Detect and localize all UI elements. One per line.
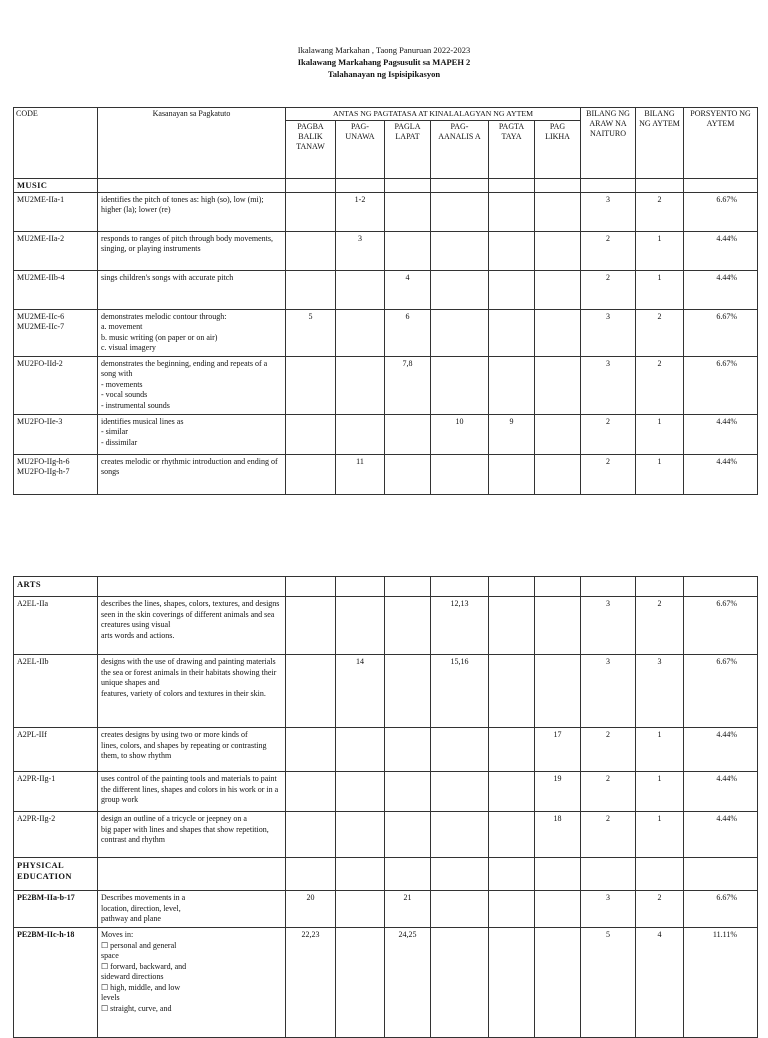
competency-text: Moves in: ☐ personal and general space ☐ forward, backward, and sideward directions ☐ high, middle, and low levels ☐ straight, curve, and: [98, 928, 286, 1038]
item-creating: 19: [535, 772, 581, 812]
item-percentage: 11.11%: [684, 928, 758, 1038]
days-taught: 2: [581, 772, 636, 812]
competency-code: A2PR-IIg-2: [14, 812, 98, 858]
music-spec-table: [13, 107, 758, 495]
item-percentage: 4.44%: [684, 270, 758, 309]
item-analyzing: [431, 356, 489, 414]
item-creating: [535, 597, 581, 655]
item-count: 1: [636, 812, 684, 858]
competency-text: responds to ranges of pitch through body movements, singing, or playing instruments: [98, 231, 286, 270]
item-percentage: 6.67%: [684, 597, 758, 655]
competency-text: creates designs by using two or more kinds of lines, colors, and shapes by repeating or contrasting them, to show rhythm: [98, 728, 286, 772]
item-understanding: 14: [336, 655, 385, 728]
item-evaluating: [489, 231, 535, 270]
header-tos-title: Talahanayan ng Ispisipikasyon: [327, 69, 441, 79]
item-understanding: 1-2: [336, 192, 385, 231]
item-understanding: [336, 728, 385, 772]
days-taught: 3: [581, 356, 636, 414]
item-remembering: [286, 597, 336, 655]
item-remembering: [286, 655, 336, 728]
table-row: [14, 728, 758, 772]
table-row: [14, 192, 758, 231]
item-count: 3: [636, 655, 684, 728]
table-row: [14, 597, 758, 655]
item-count: 2: [636, 597, 684, 655]
item-count: 1: [636, 454, 684, 494]
item-understanding: [336, 309, 385, 356]
competency-code: A2PL-IIf: [14, 728, 98, 772]
item-percentage: 4.44%: [684, 231, 758, 270]
item-count: 1: [636, 728, 684, 772]
arts-pe-spec-table: [13, 576, 758, 1038]
item-understanding: 11: [336, 454, 385, 494]
level-header-applying: PAGLA LAPAT: [385, 121, 431, 179]
document-header: [0, 44, 768, 80]
item-creating: [535, 454, 581, 494]
item-evaluating: [489, 928, 535, 1038]
item-remembering: [286, 812, 336, 858]
competency-text: uses control of the painting tools and materials to paint the different lines, shapes and colors in his work or in a group work: [98, 772, 286, 812]
item-remembering: [286, 192, 336, 231]
competency-text: designs with the use of drawing and painting materials the sea or forest animals in their habitats showing their unique shapes and features, variety of colors and textures in their skin.: [98, 655, 286, 728]
item-applying: 4: [385, 270, 431, 309]
competency-text: describes the lines, shapes, colors, textures, and designs seen in the skin coverings of different animals and sea creatures using visual arts words and actions.: [98, 597, 286, 655]
item-percentage: 4.44%: [684, 414, 758, 454]
item-remembering: [286, 728, 336, 772]
section-label-arts: ARTS: [14, 577, 98, 597]
item-evaluating: [489, 597, 535, 655]
item-evaluating: [489, 192, 535, 231]
competency-code: MU2ME-IIa-2: [14, 231, 98, 270]
item-analyzing: [431, 928, 489, 1038]
item-analyzing: 15,16: [431, 655, 489, 728]
item-percentage: 4.44%: [684, 454, 758, 494]
header-exam-title: Ikalawang Markahang Pagsusulit sa MAPEH 2: [297, 57, 471, 67]
days-header: BILANG NG ARAW NA NAITURO: [581, 108, 636, 179]
item-analyzing: 10: [431, 414, 489, 454]
item-applying: [385, 414, 431, 454]
competency-code: MU2FO-IIg-h-6 MU2FO-IIg-h-7: [14, 454, 98, 494]
item-applying: 21: [385, 891, 431, 928]
item-creating: [535, 891, 581, 928]
item-analyzing: [431, 812, 489, 858]
item-creating: [535, 356, 581, 414]
table-row: [14, 414, 758, 454]
item-applying: [385, 772, 431, 812]
item-applying: [385, 812, 431, 858]
days-taught: 2: [581, 728, 636, 772]
days-taught: 3: [581, 192, 636, 231]
table-row: [14, 309, 758, 356]
competency-text: Describes movements in a location, direction, level, pathway and plane: [98, 891, 286, 928]
item-count: 4: [636, 928, 684, 1038]
competency-text: identifies musical lines as - similar - dissimilar: [98, 414, 286, 454]
item-analyzing: [431, 270, 489, 309]
days-taught: 2: [581, 414, 636, 454]
item-understanding: [336, 597, 385, 655]
section-row-pe: [14, 858, 758, 891]
item-evaluating: [489, 356, 535, 414]
competency-code: MU2ME-IIa-1: [14, 192, 98, 231]
item-understanding: [336, 270, 385, 309]
days-taught: 2: [581, 270, 636, 309]
competency-code: MU2FO-IId-2: [14, 356, 98, 414]
days-taught: 3: [581, 597, 636, 655]
table-row: [14, 928, 758, 1038]
competency-text: demonstrates the beginning, ending and repeats of a song with - movements - vocal sounds - instrumental sounds: [98, 356, 286, 414]
item-count: 1: [636, 231, 684, 270]
days-taught: 5: [581, 928, 636, 1038]
item-applying: 6: [385, 309, 431, 356]
competency-code: PE2BM-IIa-b-17: [14, 891, 98, 928]
item-creating: [535, 192, 581, 231]
section-label-pe: PHYSICAL EDUCATION: [14, 858, 98, 891]
item-applying: [385, 728, 431, 772]
level-header-understanding: PAG-UNAWA: [336, 121, 385, 179]
item-percentage: 6.67%: [684, 891, 758, 928]
item-remembering: 20: [286, 891, 336, 928]
item-applying: [385, 655, 431, 728]
item-percentage: 6.67%: [684, 356, 758, 414]
table-row: [14, 891, 758, 928]
item-count: 1: [636, 414, 684, 454]
item-understanding: [336, 928, 385, 1038]
item-evaluating: [489, 655, 535, 728]
item-evaluating: 9: [489, 414, 535, 454]
item-understanding: [336, 812, 385, 858]
days-taught: 3: [581, 891, 636, 928]
item-understanding: 3: [336, 231, 385, 270]
item-evaluating: [489, 812, 535, 858]
level-header-evaluating: PAGTA TAYA: [489, 121, 535, 179]
item-understanding: [336, 356, 385, 414]
item-count: 1: [636, 270, 684, 309]
item-understanding: [336, 772, 385, 812]
item-count: 2: [636, 192, 684, 231]
item-applying: [385, 597, 431, 655]
levels-group-header: ANTAS NG PAGTATASA AT KINALALAGYAN NG AYTEM: [286, 108, 581, 121]
item-evaluating: [489, 728, 535, 772]
item-analyzing: [431, 309, 489, 356]
days-taught: 2: [581, 812, 636, 858]
item-percentage: 6.67%: [684, 192, 758, 231]
table-row: [14, 812, 758, 858]
level-header-analyzing: PAG-AANALIS A: [431, 121, 489, 179]
item-creating: [535, 309, 581, 356]
item-evaluating: [489, 270, 535, 309]
competency-code: A2EL-IIb: [14, 655, 98, 728]
item-creating: [535, 655, 581, 728]
item-remembering: [286, 270, 336, 309]
item-remembering: [286, 772, 336, 812]
item-understanding: [336, 891, 385, 928]
days-taught: 2: [581, 454, 636, 494]
item-analyzing: [431, 454, 489, 494]
competency-text: creates melodic or rhythmic introduction and ending of songs: [98, 454, 286, 494]
table-row: [14, 356, 758, 414]
item-analyzing: [431, 728, 489, 772]
competency-text: design an outline of a tricycle or jeepney on a big paper with lines and shapes that show repetition, contrast and rhythm: [98, 812, 286, 858]
days-taught: 3: [581, 309, 636, 356]
item-remembering: 22,23: [286, 928, 336, 1038]
item-creating: [535, 414, 581, 454]
item-understanding: [336, 414, 385, 454]
days-taught: 3: [581, 655, 636, 728]
item-count: 2: [636, 309, 684, 356]
item-remembering: [286, 231, 336, 270]
code-header: CODE: [14, 108, 98, 179]
item-count: 2: [636, 356, 684, 414]
item-evaluating: [489, 891, 535, 928]
item-applying: [385, 231, 431, 270]
item-percentage: 6.67%: [684, 309, 758, 356]
competency-text: sings children's songs with accurate pitch: [98, 270, 286, 309]
table-row: [14, 655, 758, 728]
competency-text: demonstrates melodic contour through: a. movement b. music writing (on paper or on air) c. visual imagery: [98, 309, 286, 356]
competency-code: MU2ME-IIb-4: [14, 270, 98, 309]
item-creating: [535, 231, 581, 270]
item-creating: [535, 270, 581, 309]
table-row: [14, 270, 758, 309]
competency-code: MU2ME-IIc-6 MU2ME-IIc-7: [14, 309, 98, 356]
table-row: [14, 454, 758, 494]
competency-text: identifies the pitch of tones as: high (so), low (mi); higher (la); lower (re): [98, 192, 286, 231]
item-count: 1: [636, 772, 684, 812]
item-remembering: [286, 414, 336, 454]
table-row: [14, 772, 758, 812]
item-analyzing: [431, 772, 489, 812]
section-label-music: MUSIC: [14, 179, 98, 193]
items-header: BILANG NG AYTEM: [636, 108, 684, 179]
item-applying: [385, 454, 431, 494]
header-quarter-line: Ikalawang Markahan , Taong Panuruan 2022-2023: [297, 45, 471, 55]
item-applying: [385, 192, 431, 231]
item-analyzing: 12,13: [431, 597, 489, 655]
item-count: 2: [636, 891, 684, 928]
item-remembering: [286, 454, 336, 494]
item-percentage: 4.44%: [684, 772, 758, 812]
item-creating: 18: [535, 812, 581, 858]
skill-header: Kasanayan sa Pagkatuto: [98, 108, 286, 179]
item-analyzing: [431, 891, 489, 928]
item-applying: 7,8: [385, 356, 431, 414]
competency-code: A2EL-IIa: [14, 597, 98, 655]
competency-code: A2PR-IIg-1: [14, 772, 98, 812]
item-evaluating: [489, 454, 535, 494]
level-header-remembering: PAGBA BALIK TANAW: [286, 121, 336, 179]
item-analyzing: [431, 231, 489, 270]
days-taught: 2: [581, 231, 636, 270]
item-remembering: 5: [286, 309, 336, 356]
item-percentage: 4.44%: [684, 812, 758, 858]
item-evaluating: [489, 309, 535, 356]
competency-code: MU2FO-IIe-3: [14, 414, 98, 454]
item-percentage: 6.67%: [684, 655, 758, 728]
level-header-creating: PAG LIKHA: [535, 121, 581, 179]
competency-code: PE2BM-IIc-h-18: [14, 928, 98, 1038]
item-percentage: 4.44%: [684, 728, 758, 772]
item-remembering: [286, 356, 336, 414]
table-row: [14, 231, 758, 270]
item-analyzing: [431, 192, 489, 231]
item-creating: [535, 928, 581, 1038]
item-evaluating: [489, 772, 535, 812]
item-creating: 17: [535, 728, 581, 772]
percent-header: PORSYENTO NG AYTEM: [684, 108, 758, 179]
item-applying: 24,25: [385, 928, 431, 1038]
